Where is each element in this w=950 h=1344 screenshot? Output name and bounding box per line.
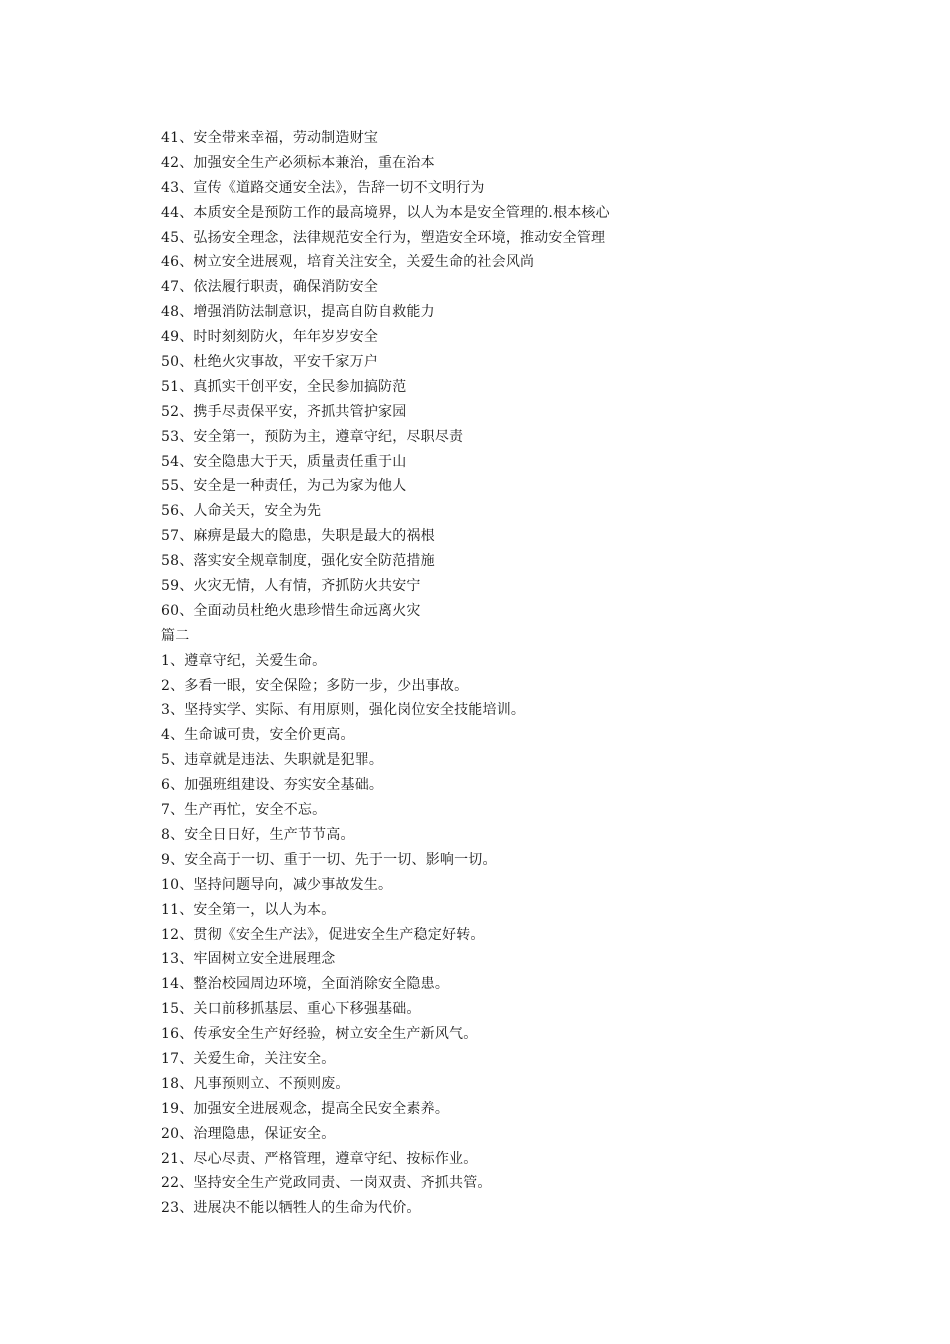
text-line: 23、进展决不能以牺牲人的生命为代价。 bbox=[161, 1200, 421, 1217]
document-body bbox=[161, 126, 881, 1221]
text-line: 48、增强消防法制意识，提高自防自救能力 bbox=[161, 304, 435, 321]
text-line: 42、加强安全生产必须标本兼治，重在治本 bbox=[161, 154, 435, 171]
text-line: 20、治理隐患，保证安全。 bbox=[161, 1125, 336, 1142]
section-heading: 篇二 bbox=[161, 627, 190, 644]
text-line: 11、安全第一，以人为本。 bbox=[161, 901, 336, 918]
text-line: 50、杜绝火灾事故，平安千家万户 bbox=[161, 354, 379, 371]
text-line: 57、麻痹是最大的隐患，失职是最大的祸根 bbox=[161, 528, 435, 545]
text-line: 49、时时刻刻防火，年年岁岁安全 bbox=[161, 329, 379, 346]
text-line: 17、关爱生命，关注安全。 bbox=[161, 1050, 336, 1067]
text-line: 47、依法履行职责，确保消防安全 bbox=[161, 279, 379, 296]
text-line: 46、树立安全进展观，培育关注安全，关爱生命的社会风尚 bbox=[161, 254, 535, 271]
text-line: 58、落实安全规章制度，强化安全防范措施 bbox=[161, 553, 435, 570]
text-line: 10、坚持问题导向，减少事故发生。 bbox=[161, 876, 393, 893]
text-line: 45、弘扬安全理念，法律规范安全行为，塑造安全环境，推动安全管理 bbox=[161, 229, 606, 246]
text-line: 12、贯彻《安全生产法》，促进安全生产稳定好转。 bbox=[161, 926, 485, 943]
text-line: 2、多看一眼，安全保险；多防一步，少出事故。 bbox=[161, 677, 469, 694]
text-line: 43、宣传《道路交通安全法》，告辞一切不文明行为 bbox=[161, 179, 485, 196]
text-line: 51、真抓实干创平安，全民参加搞防范 bbox=[161, 378, 407, 395]
text-line: 13、牢固树立安全进展理念 bbox=[161, 951, 336, 968]
text-line: 14、整治校园周边环境，全面消除安全隐患。 bbox=[161, 976, 450, 993]
text-line: 15、关口前移抓基层、重心下移强基础。 bbox=[161, 1001, 421, 1018]
text-line: 3、坚持实学、实际、有用原则，强化岗位安全技能培训。 bbox=[161, 702, 526, 719]
text-line: 1、遵章守纪，关爱生命。 bbox=[161, 652, 327, 669]
text-line: 59、火灾无情，人有情，齐抓防火共安宁 bbox=[161, 578, 421, 595]
text-line: 55、安全是一种责任，为己为家为他人 bbox=[161, 478, 407, 495]
text-line: 22、坚持安全生产党政同责、一岗双责、齐抓共管。 bbox=[161, 1175, 492, 1192]
text-line: 18、凡事预则立、不预则废。 bbox=[161, 1075, 350, 1092]
text-line: 6、加强班组建设、夯实安全基础。 bbox=[161, 777, 384, 794]
text-line: 9、安全高于一切、重于一切、先于一切、影响一切。 bbox=[161, 851, 497, 868]
text-line: 21、尽心尽责、严格管理，遵章守纪、按标作业。 bbox=[161, 1150, 478, 1167]
text-line: 52、携手尽责保平安，齐抓共管护家园 bbox=[161, 403, 407, 420]
text-line: 5、违章就是违法、失职就是犯罪。 bbox=[161, 752, 384, 769]
text-line: 41、安全带来幸福，劳动制造财宝 bbox=[161, 130, 379, 146]
text-line: 56、人命关天，安全为先 bbox=[161, 503, 322, 520]
text-line: 54、安全隐患大于天，质量责任重于山 bbox=[161, 453, 407, 470]
text-line: 8、安全日日好，生产节节高。 bbox=[161, 826, 355, 843]
text-line: 16、传承安全生产好经验，树立安全生产新风气。 bbox=[161, 1026, 478, 1043]
text-line: 19、加强安全进展观念，提高全民安全素养。 bbox=[161, 1100, 450, 1117]
text-line: 44、本质安全是预防工作的最高境界，以人为本是安全管理的.根本核心 bbox=[161, 204, 610, 221]
text-line: 4、生命诚可贵，安全价更高。 bbox=[161, 727, 355, 744]
text-line: 7、生产再忙，安全不忘。 bbox=[161, 802, 327, 819]
text-line: 60、全面动员杜绝火患珍惜生命远离火灾 bbox=[161, 602, 421, 619]
text-line: 53、安全第一，预防为主，遵章守纪，尽职尽责 bbox=[161, 428, 464, 445]
